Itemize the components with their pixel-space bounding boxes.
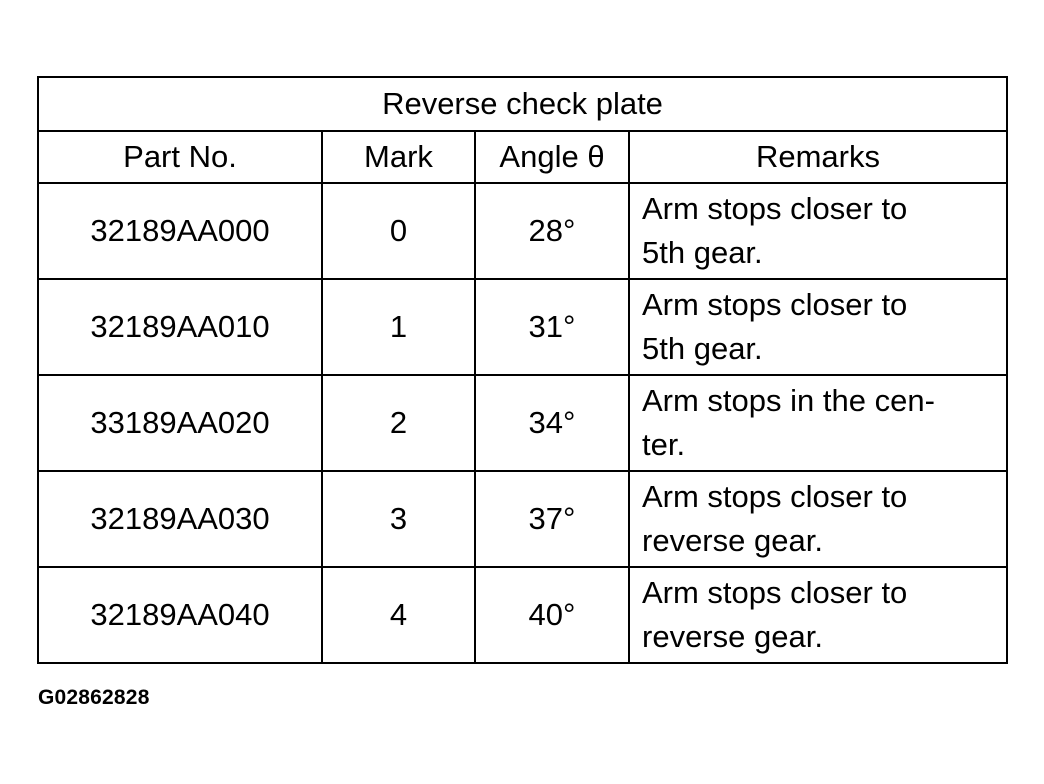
- table-row: [38, 279, 1007, 375]
- mark-cell: 2: [322, 375, 475, 471]
- table-row: [38, 471, 1007, 567]
- angle-cell: 40°: [475, 567, 629, 663]
- mark-cell: 1: [322, 279, 475, 375]
- mark-cell: 4: [322, 567, 475, 663]
- remarks-cell: Arm stops closer to 5th gear.: [629, 183, 1007, 279]
- part-no-cell: 32189AA040: [38, 567, 322, 663]
- remarks-cell: Arm stops closer to reverse gear.: [629, 567, 1007, 663]
- part-no-cell: 32189AA030: [38, 471, 322, 567]
- mark-cell: 3: [322, 471, 475, 567]
- table-row: [38, 183, 1007, 279]
- part-no-cell: 32189AA010: [38, 279, 322, 375]
- mark-cell: 0: [322, 183, 475, 279]
- reverse-check-plate-table: [37, 76, 1008, 664]
- remarks-cell: Arm stops closer to 5th gear.: [629, 279, 1007, 375]
- figure-id: G02862828: [38, 686, 150, 709]
- table-row: [38, 375, 1007, 471]
- table-title: Reverse check plate: [38, 77, 1007, 131]
- part-no-cell: 32189AA000: [38, 183, 322, 279]
- header-angle: Angle θ: [475, 131, 629, 183]
- remarks-cell: Arm stops closer to reverse gear.: [629, 471, 1007, 567]
- table-title-row: [38, 77, 1007, 131]
- table-row: [38, 567, 1007, 663]
- angle-cell: 37°: [475, 471, 629, 567]
- header-remarks: Remarks: [629, 131, 1007, 183]
- angle-cell: 34°: [475, 375, 629, 471]
- remarks-cell: Arm stops in the cen- ter.: [629, 375, 1007, 471]
- header-part-no: Part No.: [38, 131, 322, 183]
- header-mark: Mark: [322, 131, 475, 183]
- table-header-row: [38, 131, 1007, 183]
- angle-cell: 31°: [475, 279, 629, 375]
- part-no-cell: 33189AA020: [38, 375, 322, 471]
- angle-cell: 28°: [475, 183, 629, 279]
